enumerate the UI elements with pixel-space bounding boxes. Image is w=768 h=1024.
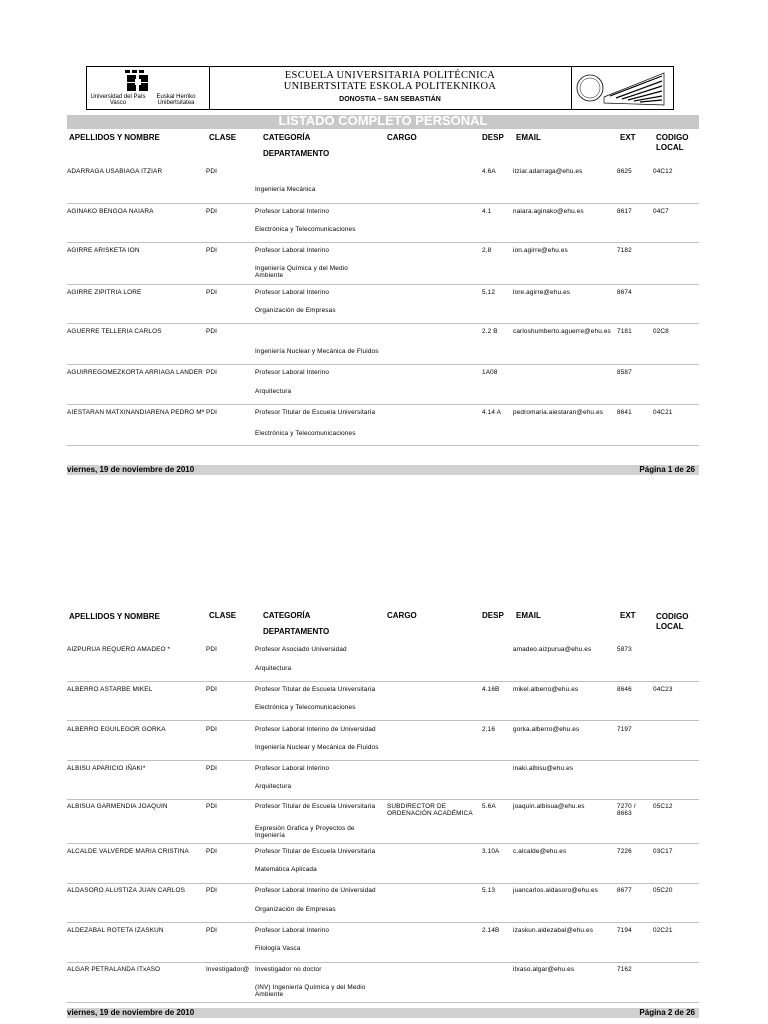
row-clase: PDI bbox=[206, 409, 218, 416]
column-header-categoria: CATEGORÍA bbox=[263, 133, 311, 142]
row-desp: 1A08 bbox=[482, 369, 498, 376]
row-divider bbox=[67, 1002, 699, 1003]
row-email: naiara.aginako@ehu.es bbox=[513, 208, 584, 215]
row-desp: 4.1 bbox=[482, 208, 492, 215]
row-departamento: Electrónica y Telecomunicaciones bbox=[255, 430, 356, 437]
row-ext: 7197 bbox=[617, 726, 632, 733]
row-name: ALBERRO ASTARBE MIKEL bbox=[67, 686, 153, 693]
univ-name-es: Universidad del País Vasco bbox=[90, 94, 146, 106]
row-name: ALCALDE VALVERDE MARIA CRISTINA bbox=[67, 848, 189, 855]
row-categoria: Profesor Laboral Interino bbox=[255, 208, 330, 215]
row-clase: PDI bbox=[206, 887, 218, 894]
row-divider bbox=[67, 323, 699, 324]
row-divider bbox=[67, 799, 699, 800]
row-email: carloshumberto.aguerre@ehu.es bbox=[513, 328, 611, 335]
row-clase: PDI bbox=[206, 208, 218, 215]
footer-date: viernes, 19 de noviembre de 2010 bbox=[67, 465, 195, 474]
row-clase: PDI bbox=[206, 247, 218, 254]
row-name: ADARRAGA USABIAGA ITZIAR bbox=[67, 168, 163, 175]
row-clase: PDI bbox=[206, 803, 218, 810]
row-name: ALBISUA GARMENDIA JOAQUIN bbox=[67, 803, 168, 810]
row-email: amadeo.aizpurua@ehu.es bbox=[513, 646, 592, 653]
row-email: mikel.alberro@ehu.es bbox=[513, 686, 579, 693]
row-divider bbox=[67, 720, 699, 721]
school-emblem bbox=[571, 67, 674, 109]
row-divider bbox=[67, 203, 699, 204]
row-ext: 7182 bbox=[617, 247, 632, 254]
row-departamento: Ingeniería Nuclear y Mecánica de Fluidos bbox=[255, 744, 379, 751]
row-clase: Investigador@ bbox=[206, 966, 250, 973]
row-ext: 7194 bbox=[617, 927, 632, 934]
row-ext: 8617 bbox=[617, 208, 632, 215]
footer-page-number: Página 1 de 26 bbox=[639, 465, 695, 474]
row-categoria: Profesor Titular de Escuela Universitaria bbox=[255, 686, 376, 693]
row-codigo: 02C8 bbox=[653, 328, 669, 335]
school-name-eu: UNIBERTSITATE ESKOLA POLITEKNIKOA bbox=[283, 81, 497, 92]
column-header-codigo: CODIGO LOCAL bbox=[656, 612, 689, 631]
row-departamento: Ingeniería Química y del Medio Ambiente bbox=[255, 265, 348, 280]
row-departamento: (INV) Ingeniería Química y del Medio Ambiente bbox=[255, 984, 366, 999]
column-header-clase: CLASE bbox=[209, 611, 237, 620]
row-codigo: 04C23 bbox=[653, 686, 673, 693]
row-divider bbox=[67, 962, 699, 963]
row-categoria: Profesor Laboral Interino bbox=[255, 765, 330, 772]
row-categoria: Profesor Laboral Interino bbox=[255, 289, 330, 296]
row-clase: PDI bbox=[206, 289, 218, 296]
row-departamento: Arquitectura bbox=[255, 388, 292, 395]
column-header-cargo: CARGO bbox=[387, 133, 417, 142]
row-name: AIZPURUA REQUERO AMADEO * bbox=[67, 646, 171, 653]
row-departamento: Ingeniería Nuclear y Mecánica de Fluidos bbox=[255, 348, 379, 355]
row-name: AGIRRE ARISKETA ION bbox=[67, 247, 140, 254]
row-desp: 2.2 B bbox=[482, 328, 498, 335]
column-header-email: EMAIL bbox=[516, 611, 541, 620]
column-header-departamento: DEPARTAMENTO bbox=[263, 627, 330, 636]
row-clase: PDI bbox=[206, 168, 218, 175]
row-codigo: 04C7 bbox=[653, 208, 669, 215]
university-logo bbox=[87, 67, 210, 109]
row-name: AGINAKO BENGOA NAIARA bbox=[67, 208, 154, 215]
column-header-codigo: CODIGO LOCAL bbox=[656, 133, 689, 152]
row-desp: 5,12 bbox=[482, 289, 496, 296]
row-divider bbox=[67, 364, 699, 365]
row-departamento: Matemática Aplicada bbox=[255, 866, 317, 873]
school-name-es: ESCUELA UNIVERSITARIA POLITÉCNICA bbox=[284, 70, 496, 81]
row-ext: 8641 bbox=[617, 409, 632, 416]
row-categoria: Profesor Titular de Escuela Universitaria bbox=[255, 848, 376, 855]
row-categoria: Investigador no doctor bbox=[255, 966, 322, 973]
page-footer bbox=[67, 465, 699, 475]
row-divider bbox=[67, 242, 699, 243]
row-email: inaki.albisu@ehu.es bbox=[513, 765, 574, 772]
row-codigo: 05C12 bbox=[653, 803, 673, 810]
row-desp: 5.13 bbox=[482, 887, 496, 894]
row-departamento: Organización de Empresas bbox=[255, 906, 336, 913]
page-footer bbox=[67, 1008, 699, 1018]
row-name: ALBERRO EGUILEGOR GORKA bbox=[67, 726, 166, 733]
row-divider bbox=[67, 922, 699, 923]
row-categoria: Profesor Laboral Interino de Universidad bbox=[255, 887, 376, 894]
row-email: lore.agirre@ehu.es bbox=[513, 289, 571, 296]
row-departamento: Organización de Empresas bbox=[255, 307, 336, 314]
row-name: ALDEZABAL ROTETA IZASKUN bbox=[67, 927, 164, 934]
row-ext: 8625 bbox=[617, 168, 632, 175]
row-name: AGUIRREGOMEZKORTA ARRIAGA LANDER bbox=[67, 369, 203, 376]
row-clase: PDI bbox=[206, 369, 218, 376]
eup-emblem-icon bbox=[572, 67, 672, 109]
column-header-name: APELLIDOS Y NOMBRE bbox=[69, 612, 160, 621]
row-departamento: Ingeniería Mecánica bbox=[255, 186, 316, 193]
footer-date: viernes, 19 de noviembre de 2010 bbox=[67, 1008, 195, 1017]
row-desp: 2.14B bbox=[482, 927, 500, 934]
row-codigo: 04C12 bbox=[653, 168, 673, 175]
row-divider bbox=[67, 760, 699, 761]
footer-page-number: Página 2 de 26 bbox=[639, 1008, 695, 1017]
row-ext: 8677 bbox=[617, 887, 632, 894]
row-divider bbox=[67, 883, 699, 884]
row-categoria: Profesor Titular de Escuela Universitaria bbox=[255, 803, 376, 810]
row-departamento: Arquitectura bbox=[255, 665, 292, 672]
row-desp: 4.16B bbox=[482, 686, 500, 693]
row-ext: 7162 bbox=[617, 966, 632, 973]
row-codigo: 03C17 bbox=[653, 848, 673, 855]
report-title: LISTADO COMPLETO PERSONAL bbox=[278, 113, 488, 128]
row-divider bbox=[67, 284, 699, 285]
column-header-categoria: CATEGORÍA bbox=[263, 611, 311, 620]
row-divider bbox=[67, 681, 699, 682]
row-departamento: Filología Vasca bbox=[255, 945, 301, 952]
row-desp: 2,16 bbox=[482, 726, 496, 733]
row-codigo: 04C21 bbox=[653, 409, 673, 416]
row-name: ALBISU APARICIO IÑAKI* bbox=[67, 765, 146, 772]
row-ext: 7270 / 8663 bbox=[617, 803, 636, 818]
column-header-desp: DESP bbox=[482, 133, 504, 142]
row-email: juancarlos.aldasoro@ehu.es bbox=[513, 887, 598, 894]
row-email: izaskun.aldezabal@ehu.es bbox=[513, 927, 594, 934]
row-email: c.alcalde@ehu.es bbox=[513, 848, 567, 855]
row-name: AIESTARAN MATXINANDIARENA PEDRO Mª bbox=[67, 409, 205, 416]
row-departamento: Arquitectura bbox=[255, 783, 292, 790]
row-ext: 8646 bbox=[617, 686, 632, 693]
row-ext: 8587 bbox=[617, 369, 632, 376]
row-email: itziar.adarraga@ehu.es bbox=[513, 168, 583, 175]
row-clase: PDI bbox=[206, 927, 218, 934]
row-clase: PDI bbox=[206, 848, 218, 855]
row-email: joaquin.albisua@ehu.es bbox=[513, 803, 585, 810]
row-desp: 4.6A bbox=[482, 168, 496, 175]
row-divider bbox=[67, 843, 699, 844]
row-email: pedromaria.aiestaran@ehu.es bbox=[513, 409, 604, 416]
column-header-ext: EXT bbox=[620, 133, 636, 142]
column-header-desp: DESP bbox=[482, 611, 504, 620]
column-header-name: APELLIDOS Y NOMBRE bbox=[69, 133, 160, 142]
column-header-clase: CLASE bbox=[209, 133, 237, 142]
report-title-bar bbox=[67, 115, 699, 129]
row-name: AGIRRE ZIPITRIA LORE bbox=[67, 289, 142, 296]
column-header-ext: EXT bbox=[620, 611, 636, 620]
row-cargo: SUBDIRECTOR DE ORDENACIÓN ACADÉMICA bbox=[387, 803, 473, 818]
school-name-block bbox=[209, 67, 571, 109]
row-name: ALGAR PETRALANDA ITxASO bbox=[67, 966, 161, 973]
row-categoria: Profesor Laboral Interino bbox=[255, 247, 330, 254]
row-categoria: Profesor Asociado Universidad bbox=[255, 646, 347, 653]
row-ext: 7226 bbox=[617, 848, 632, 855]
row-categoria: Profesor Laboral Interino bbox=[255, 927, 330, 934]
row-email: ion.agirre@ehu.es bbox=[513, 247, 568, 254]
row-clase: PDI bbox=[206, 726, 218, 733]
row-ext: 5873 bbox=[617, 646, 632, 653]
row-departamento: Electrónica y Telecomunicaciones bbox=[255, 704, 356, 711]
row-name: AGUERRE TELLERIA CARLOS bbox=[67, 328, 162, 335]
row-ext: 8674 bbox=[617, 289, 632, 296]
row-desp: 4.14 A bbox=[482, 409, 502, 416]
row-email: gorka.alberro@ehu.es bbox=[513, 726, 580, 733]
row-categoria: Profesor Laboral Interino de Universidad bbox=[255, 726, 376, 733]
row-name: ALDASORO ALUSTIZA JUAN CARLOS bbox=[67, 887, 185, 894]
row-email: itxaso.algar@ehu.es bbox=[513, 966, 575, 973]
row-clase: PDI bbox=[206, 765, 218, 772]
row-categoria: Profesor Titular de Escuela Universitaria bbox=[255, 409, 376, 416]
row-clase: PDI bbox=[206, 328, 218, 335]
row-departamento: Expresión Grafica y Proyectos de Ingeniería bbox=[255, 825, 355, 840]
row-codigo: 05C20 bbox=[653, 887, 673, 894]
column-header-email: EMAIL bbox=[516, 133, 541, 142]
column-header-departamento: DEPARTAMENTO bbox=[263, 149, 330, 158]
row-codigo: 02C21 bbox=[653, 927, 673, 934]
column-header-cargo: CARGO bbox=[387, 611, 417, 620]
school-location: DONOSTIA – SAN SEBASTIÁN bbox=[339, 96, 441, 103]
row-divider bbox=[67, 404, 699, 405]
row-clase: PDI bbox=[206, 646, 218, 653]
univ-name-eu: Euskal Herriko Unibertsitatea bbox=[156, 94, 196, 106]
row-divider bbox=[67, 445, 699, 446]
row-departamento: Electrónica y Telecomunicaciones bbox=[255, 226, 356, 233]
row-desp: 5.6A bbox=[482, 803, 496, 810]
document-header bbox=[86, 66, 674, 110]
row-categoria: Profesor Laboral Interino bbox=[255, 369, 330, 376]
row-desp: 2,8 bbox=[482, 247, 492, 254]
upv-ehu-logo-icon bbox=[122, 69, 156, 93]
row-clase: PDI bbox=[206, 686, 218, 693]
row-desp: 3.10A bbox=[482, 848, 500, 855]
row-ext: 7181 bbox=[617, 328, 632, 335]
